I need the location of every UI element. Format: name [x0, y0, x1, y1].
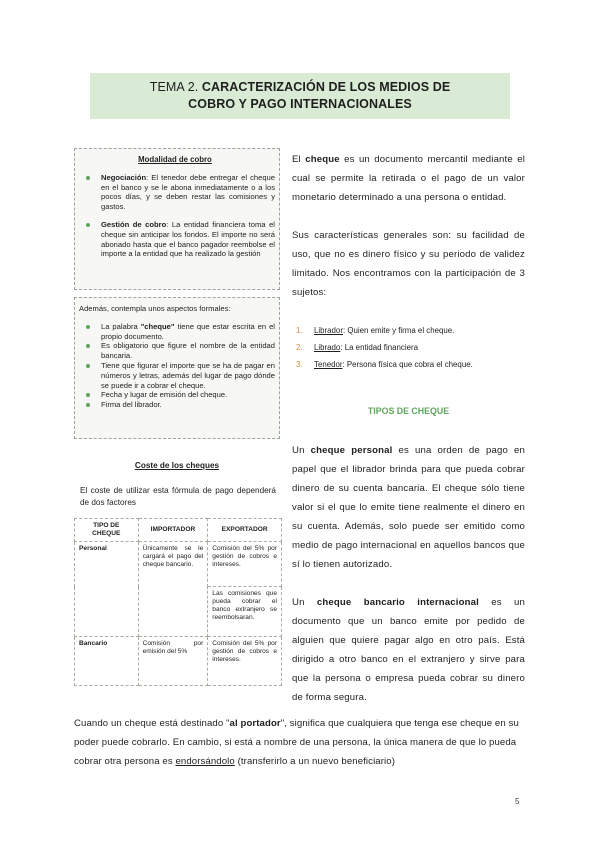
list-item — [296, 339, 526, 356]
list-item — [296, 322, 526, 339]
table-cell: Las comisiones que pueda cobrar el banco extranjero se reembolsaran. — [208, 587, 282, 637]
list-item — [75, 361, 275, 390]
cheque-definition — [292, 150, 525, 207]
aspectos-list — [75, 322, 275, 410]
caracteristicas-paragraph: Sus características generales son: su facilidad de uso, que no es dinero físico y su periodo de validez limitado. Nos encontramos con la participación de 3 sujetos: — [292, 230, 525, 298]
cheque-types — [292, 441, 525, 707]
item-text: Es obligatorio que figure el nombre de la entidad bancaria. — [101, 341, 275, 361]
cheque-bancario-paragraph — [292, 593, 525, 707]
text-bold: cheque bancario internacional — [316, 597, 479, 608]
table-cell: Comisión del 5% por gestión de cobros e intereses. — [208, 542, 282, 587]
page-number: 5 — [515, 797, 520, 806]
table-header-row — [75, 519, 282, 542]
list-item — [75, 400, 275, 410]
item-text: Firma del librador. — [101, 400, 162, 410]
text: El — [292, 154, 306, 165]
item-text: La palabra — [101, 321, 141, 331]
text: (transferirlo a un nuevo beneficiario) — [234, 756, 395, 767]
term: Tenedor — [314, 360, 343, 369]
text: ", significa que cualquiera que tenga ese cheque en su poder puede cobrarlo. En cambio, si está a nombre de una persona, la única manera de que lo pueda cobrar otra persona es — [74, 718, 519, 767]
column-header: EXPORTADOR — [208, 519, 282, 542]
list-item — [75, 341, 275, 361]
term-desc: : Persona física que cobra el cheque. — [342, 360, 473, 369]
coste-heading: Coste de los cheques — [134, 461, 220, 470]
text: es un documento que un banco emite por pedido de alguien que quiere pagar algo en otro país. Está dirigido a otro banco en el extranjero y sirve para que la persona o empresa pueda cobrar su dinero de forma segura. — [292, 597, 525, 703]
item-text: : La entidad financiera toma el cheque sin anticipar los fondos. El importe no será abonado hasta que el banco pagador reembolse el importe a la entidad que ha realizado la gestión — [101, 219, 275, 259]
item-label: Negociación — [101, 172, 147, 182]
coste-table — [74, 518, 282, 686]
column-header: TIPO DE CHEQUE — [75, 519, 139, 542]
list-item — [75, 173, 275, 212]
term: Librado — [314, 343, 341, 352]
modalidad-panel — [74, 148, 280, 290]
modalidad-list — [75, 173, 275, 259]
item-label: Gestión de cobro — [101, 219, 167, 229]
text-bold: al portador — [229, 718, 281, 729]
coste-intro: El coste de utilizar esta fórmula de pago dependerá de dos factores — [80, 486, 276, 507]
portador-paragraph — [74, 714, 526, 771]
list-item — [75, 322, 275, 342]
table-cell: Personal — [75, 542, 139, 637]
term-desc: : La entidad financiera — [340, 343, 418, 352]
text: es un documento mercantil mediante el cual se permite la retirada o el pago de un valor monetario determinado a una persona o entidad. — [292, 154, 525, 203]
table-cell: Comisión por emisión del 5% — [138, 637, 208, 686]
right-column — [292, 150, 525, 302]
table-cell: Bancario — [75, 637, 139, 686]
list-item — [75, 220, 275, 259]
item-text: : El tenedor debe entregar el cheque en el banco y se le abona inmediatamente o a los pocos días, y se deben restar las comisiones y gastos. — [101, 172, 275, 212]
item-bold: "cheque" — [140, 321, 175, 331]
text-bold: cheque personal — [310, 445, 393, 456]
list-number: 3. — [296, 360, 303, 369]
aspectos-panel — [74, 297, 280, 439]
item-text: Tiene que figurar el importe que se ha de pagar en números y letras, además del lugar de pago dónde se puede ir a cobrar el cheque. — [101, 360, 275, 390]
term: Librador — [314, 326, 343, 335]
item-text: Fecha y lugar de emisión del cheque. — [101, 390, 228, 400]
list-number: 2. — [296, 343, 303, 352]
text: Cuando un cheque está destinado " — [74, 718, 230, 729]
table-row — [75, 637, 282, 686]
term-desc: : Quien emite y firma el cheque. — [342, 326, 455, 335]
sujetos-list — [296, 322, 526, 373]
section-title: TIPOS DE CHEQUE — [367, 406, 450, 416]
list-item — [296, 356, 526, 373]
title-line-2: COBRO Y PAGO INTERNACIONALES — [188, 97, 412, 111]
list-number: 1. — [296, 326, 303, 335]
title-line-1: CARACTERIZACIÓN DE LOS MEDIOS DE — [201, 80, 451, 94]
column-header: IMPORTADOR — [138, 519, 208, 542]
item-text: tiene que estar escrita en el propio documento. — [101, 321, 275, 341]
cheque-personal-paragraph — [292, 441, 525, 574]
title-prefix: TEMA 2. — [149, 80, 202, 94]
aspectos-intro: Además, contempla unos aspectos formales: — [79, 304, 231, 313]
text: Un — [292, 445, 311, 456]
table-cell: Únicamente se le cargará el pago del cheque bancario. — [138, 542, 208, 637]
page-title — [90, 73, 510, 119]
text: Un — [292, 597, 317, 608]
modalidad-heading: Modalidad de cobro — [138, 155, 212, 164]
table-row — [75, 542, 282, 587]
text-underline: endorsándolo — [175, 756, 235, 767]
text-bold: cheque — [305, 154, 340, 165]
list-item — [75, 390, 275, 400]
table-cell: Comisión del 5% por gestión de cobros e intereses. — [208, 637, 282, 686]
text: es una orden de pago en papel que el librador brinda para que pueda cobrar dinero de su cuenta bancaria. El cheque sólo tiene valor si el que lo emite tiene realmente el dinero en su cuenta. Además, solo puede ser emitido como medio de pago internacional en aquellos bancos que sí lo tienen autorizado. — [292, 445, 525, 570]
